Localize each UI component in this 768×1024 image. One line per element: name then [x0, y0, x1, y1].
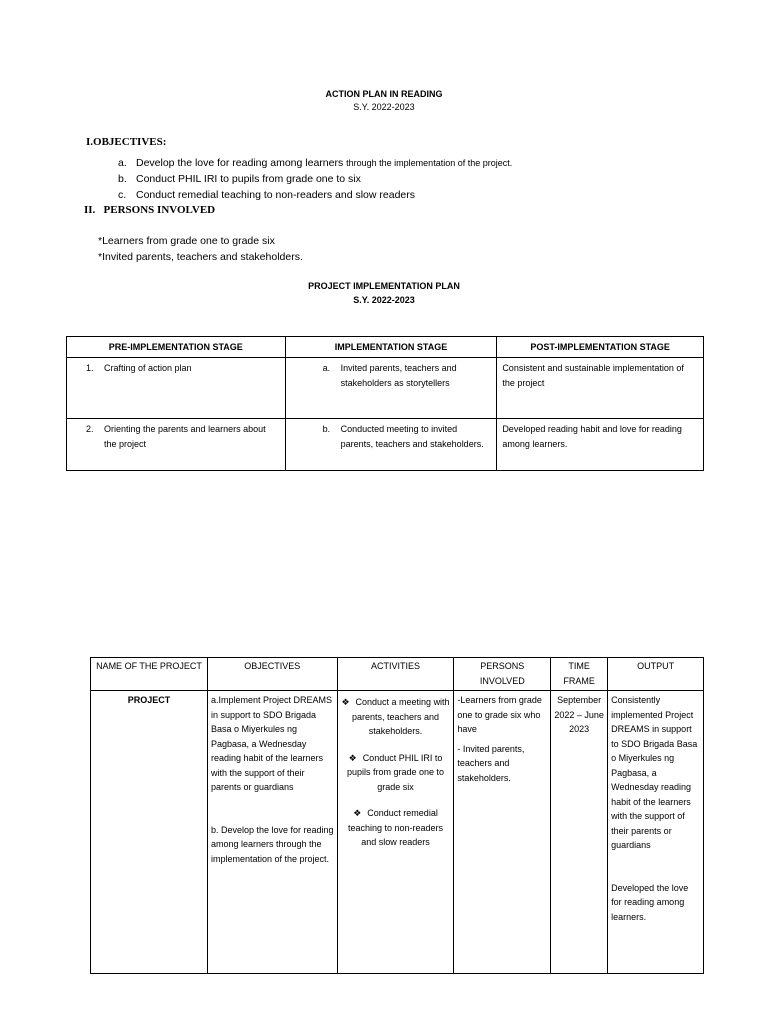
list-marker: b. [322, 424, 331, 434]
table-row [67, 358, 704, 419]
post-cell: Consistent and sustainable implementation of the project [497, 358, 704, 419]
activity-text: Conduct remedial teaching to non-readers and slow readers [347, 808, 444, 847]
document-year: S.Y. 2022-2023 [353, 102, 415, 112]
header-persons-involved: PERSONS INVOLVED [454, 658, 551, 691]
time-frame-cell: September 2022 – June 2023 [551, 691, 608, 974]
objective-marker: a. [118, 157, 127, 169]
objective-item-c [118, 189, 415, 201]
activity-item [341, 695, 451, 739]
cell-text: Orienting the parents and learners about the project [104, 424, 266, 449]
persons-heading: II. PERSONS INVOLVED [84, 204, 216, 216]
diamond-bullet-icon: ❖ [348, 752, 357, 763]
post-cell: Developed reading habit and love for reading among learners. [497, 419, 704, 471]
plan-year: S.Y. 2022-2023 [353, 295, 415, 305]
list-marker: a. [322, 363, 331, 373]
header-activities: ACTIVITIES [337, 658, 454, 691]
plan-title: PROJECT IMPLEMENTATION PLAN [308, 281, 460, 291]
header-post-implementation: POST-IMPLEMENTATION STAGE [497, 337, 704, 358]
persons-entry-2: - Invited parents, teachers and stakeholders. [457, 743, 525, 783]
output-cell [608, 691, 704, 974]
objective-text: Develop the love for reading among learners [136, 157, 344, 169]
cell-text: Conducted meeting to invited parents, teachers and stakeholders. [340, 424, 484, 449]
objective-item-a [118, 157, 512, 169]
header-name-of-project: NAME OF THE PROJECT [91, 658, 208, 691]
persons-item-2: *Invited parents, teachers and stakeholders. [98, 251, 303, 263]
diamond-bullet-icon: ❖ [353, 808, 362, 818]
objectives-heading: I.OBJECTIVES: [86, 136, 167, 148]
activity-item [341, 806, 451, 850]
persons-item-1: *Learners from grade one to grade six [98, 235, 275, 247]
objective-b: b. Develop the love for reading among learners through the implementation of the project. [210, 824, 334, 864]
pre-cell [67, 358, 286, 419]
list-marker: 2. [86, 424, 94, 434]
persons-cell [454, 691, 551, 974]
document-title: ACTION PLAN IN READING [325, 89, 443, 99]
pre-cell [67, 419, 286, 471]
objective-marker: c. [118, 189, 127, 201]
activity-text: Conduct a meeting with parents, teachers and stakeholders. [351, 697, 450, 736]
table-row [91, 691, 704, 974]
activities-cell [337, 691, 454, 974]
table-row [67, 419, 704, 471]
objective-marker: b. [118, 173, 127, 185]
header-implementation: IMPLEMENTATION STAGE [285, 337, 497, 358]
objective-text: Conduct PHIL IRI to pupils from grade one to six [136, 173, 361, 185]
project-table [90, 657, 704, 974]
list-marker: 1. [86, 363, 94, 373]
objective-text: Conduct remedial teaching to non-readers and slow readers [136, 189, 415, 201]
project-name-cell: PROJECT [91, 691, 208, 974]
impl-cell [285, 419, 497, 471]
cell-text: Crafting of action plan [104, 363, 192, 373]
persons-entry-1: -Learners from grade one to grade six who have [457, 695, 542, 734]
impl-cell [285, 358, 497, 419]
table-header-row [91, 658, 704, 691]
header-pre-implementation: PRE-IMPLEMENTATION STAGE [67, 337, 286, 358]
header-output: OUTPUT [608, 658, 704, 691]
diamond-bullet-icon: ❖ [341, 697, 350, 707]
implementation-plan-table [66, 336, 704, 471]
cell-text: Invited parents, teachers and stakeholders as storytellers [340, 363, 457, 388]
output-entry-2: Developed the love for reading among learners. [611, 882, 689, 922]
table-header-row [67, 337, 704, 358]
activity-text: Conduct PHIL IRI to pupils from grade one to grade six [346, 752, 445, 792]
objective-a: a.Implement Project DREAMS in support to SDO Brigada Basa o Miyerkules ng Pagbasa, a Wednesday reading habit of the learners with the support of their parents or guardians [210, 695, 333, 792]
objectives-cell [207, 691, 337, 974]
header-objectives: OBJECTIVES [207, 658, 337, 691]
objective-item-b [118, 173, 361, 185]
output-entry-1: Consistently implemented Project DREAMS in support to SDO Brigada Basa o Miyerkules ng Pagbasa, a Wednesday reading habit of the learners with the support of their parents or guardians [611, 695, 698, 850]
activity-item [341, 751, 451, 795]
header-time-frame: TIME FRAME [551, 658, 608, 691]
objective-tail: through the implementation of the project. [346, 158, 513, 168]
